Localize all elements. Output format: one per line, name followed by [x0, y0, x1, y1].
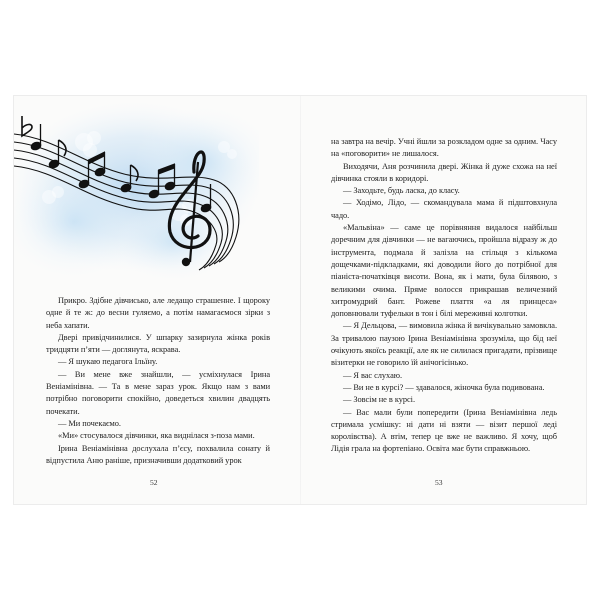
right-page-text: [331, 136, 557, 456]
music-staff-treble-clef-icon: [14, 102, 259, 278]
paragraph: — Ви мене вже знайшли, — усміхнулася Ірина Веніамінівна. — Та в мене зараз урок. Якщо нам з вами потрібно поговорити спокійно, доведеться хвилин двадцять почекати.: [46, 369, 270, 416]
book-spread: [14, 96, 586, 504]
paragraph: на завтра на вечір. Учні йшли за розкладом одне за одним. Часу на «поговорити» не лишалося.: [331, 137, 557, 159]
right-page: [301, 96, 587, 504]
left-page: [14, 96, 300, 504]
paragraph: Прикро. Здібне дівчисько, але ледащо страшенне. І щороку одне й те ж: до весни гуляємо, а потім намагаємося зірки з неба хапати.: [46, 296, 270, 330]
paragraph: — Ми почекаємо.: [58, 418, 121, 428]
paragraph: — Вас мали були попередити (Ірина Веніамінівна ледь стримала усмішку: ні дати ні взяти — візит першої леді королівства). А втім, тепер це вже не важливо. Я хочу, щоб Лідія грала на фортепіано. Освіта має бути справжньою.: [331, 407, 557, 454]
page-number-right: 53: [435, 478, 443, 487]
paragraph: Ірина Веніамінівна дослухала п’єсу, похвалила сонату й відпустила Аню раніше, призначивши додатковий урок: [46, 443, 270, 465]
paragraph: — Ходімо, Лідо, — скомандувала мама й підштовхнула чадо.: [331, 198, 557, 220]
paragraph: Виходячи, Аня розчинила двері. Жінка й дуже схожа на неї дівчинка стояли в коридорі.: [331, 161, 557, 183]
left-page-text: [46, 295, 270, 467]
paragraph: — Я вас слухаю.: [343, 370, 402, 380]
paragraph: — Я шукаю педагога Ільїну.: [58, 357, 158, 367]
page-number-left: 52: [150, 478, 158, 487]
paragraph: — Я Дельцова, — вимовила жінка й вичікувально замовкла. За тривалою паузою Ірина Веніамінівна зрозуміла, що бід неї очікують якоїсь реакції, але як не силилася пригадати, прізвище візитерки не говорило їй анічогісінько.: [331, 321, 557, 368]
paragraph: — Заходьте, будь ласка, до класу.: [343, 186, 460, 196]
paragraph: «Мальвіна» — саме це порівняння видалося найбільш доречним для дівчинки — не вагаючись, пройшла відразу ж до інструмента, подмала й залізла на стільця з кількома дощечками-підкладками, які доводили його до потрібної для піаніста-початківця висоти. Вона, як і мати, була білявою, з великими очима. Пряме волосся прикрашав величезний хитромудрий бант. Рожеве плаття «а ля принцеса» доповнювали туфельки в тон і білі мереживні колготки.: [331, 223, 557, 319]
paragraph: Двері привідчинилися. У шпарку зазирнула жінка років тридцяти п’яти — доглянута, яскрава.: [46, 332, 270, 355]
paragraph: — Зовсім не в курсі.: [343, 395, 415, 405]
paragraph: — Ви не в курсі? — здавалося, жіночка була подивована.: [343, 382, 545, 392]
paragraph: «Ми» стосувалося дівчинки, яка виднілася з-поза мами.: [58, 431, 255, 441]
